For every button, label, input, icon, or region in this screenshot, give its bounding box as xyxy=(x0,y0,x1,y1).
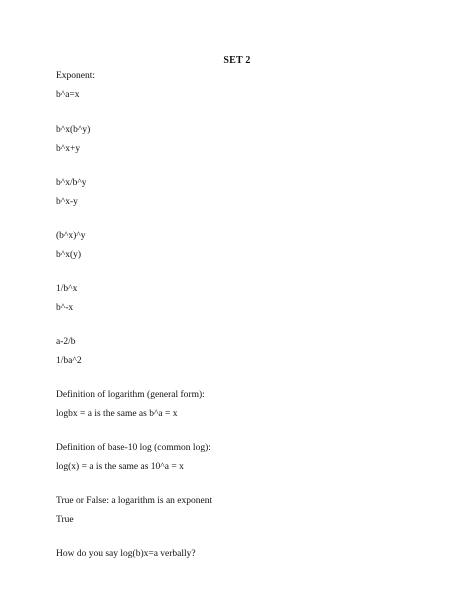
text-line: b^x-y xyxy=(56,197,78,207)
text-line: Exponent: xyxy=(56,71,96,81)
text-line: (b^x)^y xyxy=(56,231,86,241)
text-line: How do you say log(b)x=a verbally? xyxy=(56,549,196,559)
text-line: True or False: a logarithm is an exponent xyxy=(56,496,213,506)
text-line: a-2/b xyxy=(56,337,76,347)
page-title: SET 2 xyxy=(223,55,251,66)
text-line: logbx = a is the same as b^a = x xyxy=(56,409,178,419)
text-line: b^a=x xyxy=(56,90,80,100)
text-line: b^x(b^y) xyxy=(56,125,91,135)
text-line: b^x/b^y xyxy=(56,178,87,188)
text-line: Definition of base-10 log (common log): xyxy=(56,443,211,453)
text-line: b^x+y xyxy=(56,144,81,154)
text-line: Definition of logarithm (general form): xyxy=(56,390,205,400)
text-line: True xyxy=(56,515,74,525)
text-line: b^x(y) xyxy=(56,250,82,260)
text-line: 1/b^x xyxy=(56,284,78,294)
text-line: 1/ba^2 xyxy=(56,356,82,366)
text-line: log(x) = a is the same as 10^a = x xyxy=(56,462,184,472)
text-line: b^-x xyxy=(56,303,74,313)
